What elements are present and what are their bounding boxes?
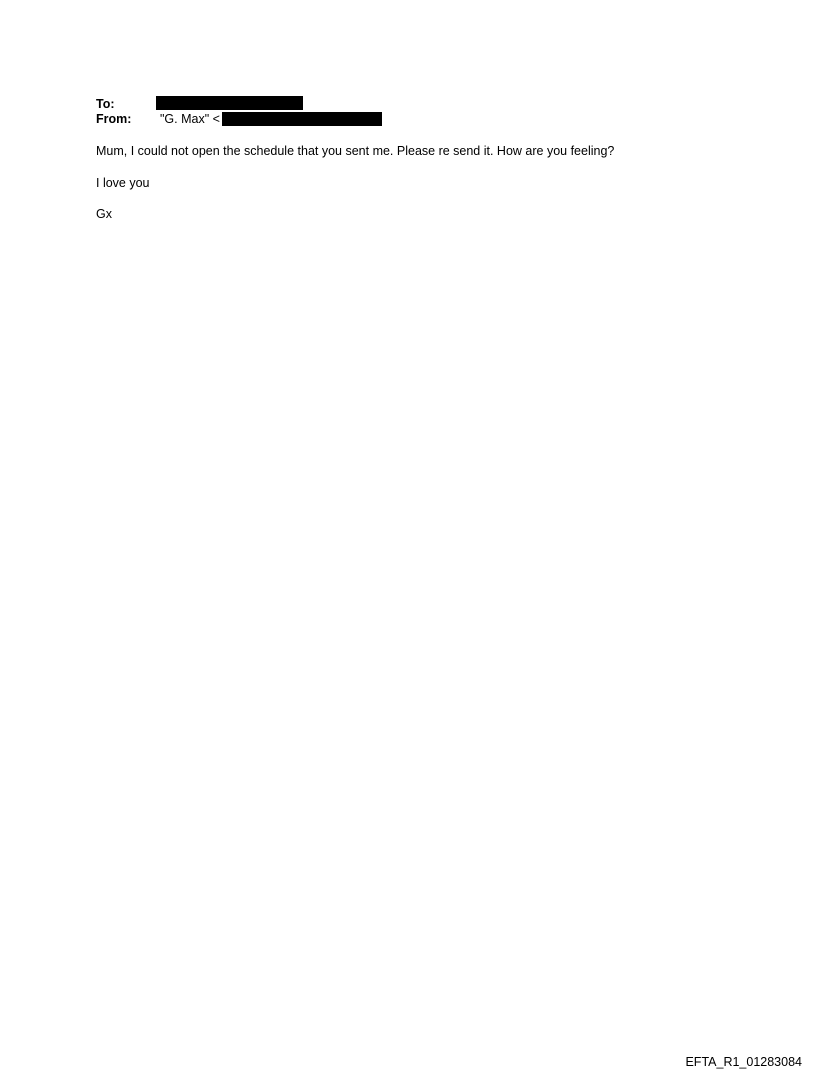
message-paragraph: I love you xyxy=(96,176,150,190)
message-signature: Gx xyxy=(96,207,112,221)
from-label: From: xyxy=(96,112,132,126)
to-address-redaction xyxy=(156,96,303,110)
message-paragraph: Mum, I could not open the schedule that you sent me. Please re send it. How are you feeling? xyxy=(96,144,615,158)
from-address-redaction xyxy=(222,112,382,126)
to-label: To: xyxy=(96,97,115,111)
from-sender-name: "G. Max" < xyxy=(160,112,220,126)
document-id: EFTA_R1_01283084 xyxy=(685,1055,802,1069)
